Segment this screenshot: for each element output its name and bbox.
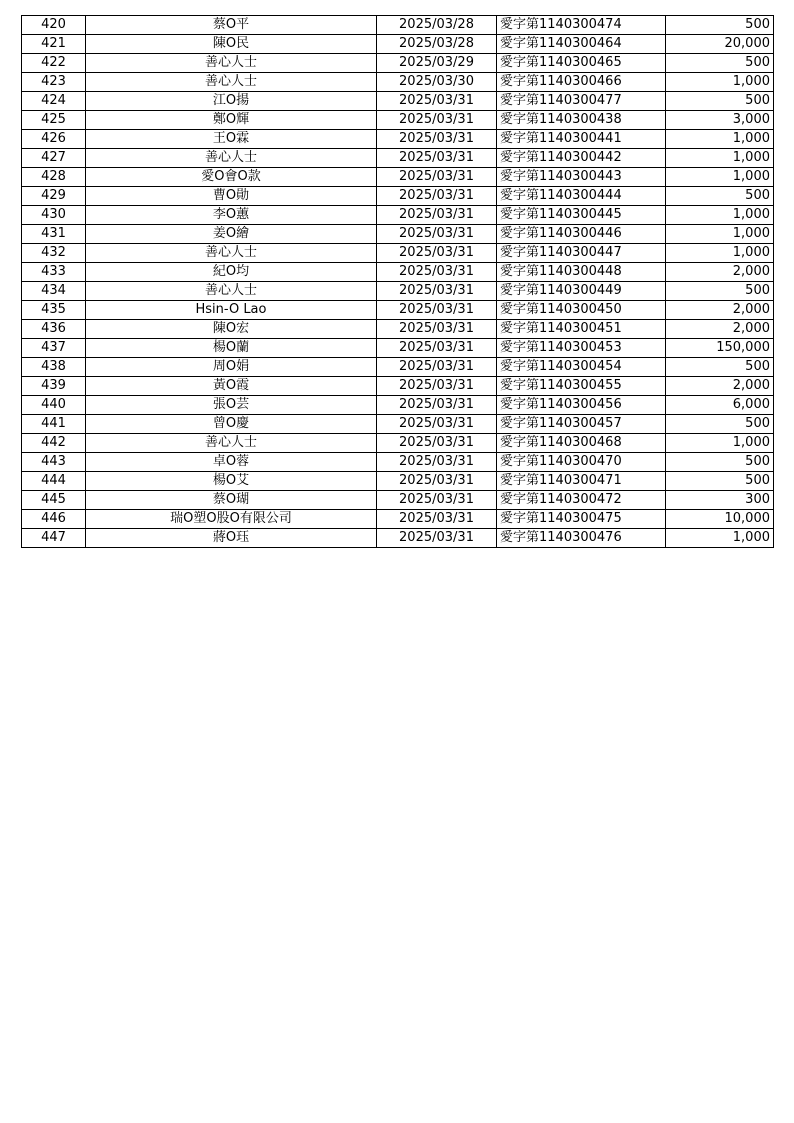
donation-amount-cell: 2,000	[666, 320, 774, 339]
donation-amount-cell: 500	[666, 92, 774, 111]
donor-name-cell: 善心人士	[86, 434, 377, 453]
donation-date-cell: 2025/03/28	[377, 35, 497, 54]
receipt-number-cell: 愛字第1140300471	[497, 472, 666, 491]
table-row	[22, 282, 774, 301]
donor-name-cell: 王O霖	[86, 130, 377, 149]
row-number-cell: 428	[22, 168, 86, 187]
row-number-cell: 420	[22, 16, 86, 35]
row-number-cell: 446	[22, 510, 86, 529]
receipt-number-cell: 愛字第1140300449	[497, 282, 666, 301]
row-number-cell: 431	[22, 225, 86, 244]
row-number-cell: 437	[22, 339, 86, 358]
row-number-cell: 422	[22, 54, 86, 73]
row-number-cell: 435	[22, 301, 86, 320]
donation-amount-cell: 2,000	[666, 263, 774, 282]
table-row	[22, 263, 774, 282]
row-number-cell: 444	[22, 472, 86, 491]
donation-amount-cell: 300	[666, 491, 774, 510]
donation-amount-cell: 1,000	[666, 244, 774, 263]
donation-date-cell: 2025/03/31	[377, 282, 497, 301]
donation-amount-cell: 500	[666, 358, 774, 377]
receipt-number-cell: 愛字第1140300450	[497, 301, 666, 320]
table-row	[22, 225, 774, 244]
row-number-cell: 421	[22, 35, 86, 54]
receipt-number-cell: 愛字第1140300477	[497, 92, 666, 111]
donor-name-cell: 鄭O輝	[86, 111, 377, 130]
row-number-cell: 439	[22, 377, 86, 396]
donation-date-cell: 2025/03/31	[377, 320, 497, 339]
table-row	[22, 149, 774, 168]
donor-name-cell: 李O蕙	[86, 206, 377, 225]
donation-date-cell: 2025/03/31	[377, 358, 497, 377]
receipt-number-cell: 愛字第1140300453	[497, 339, 666, 358]
receipt-number-cell: 愛字第1140300441	[497, 130, 666, 149]
donation-date-cell: 2025/03/29	[377, 54, 497, 73]
donation-amount-cell: 1,000	[666, 434, 774, 453]
table-row	[22, 54, 774, 73]
donation-amount-cell: 1,000	[666, 206, 774, 225]
row-number-cell: 436	[22, 320, 86, 339]
donor-name-cell: 善心人士	[86, 73, 377, 92]
donor-name-cell: 蔣O珏	[86, 529, 377, 548]
receipt-number-cell: 愛字第1140300476	[497, 529, 666, 548]
donor-name-cell: 楊O艾	[86, 472, 377, 491]
donation-date-cell: 2025/03/31	[377, 92, 497, 111]
donation-date-cell: 2025/03/31	[377, 263, 497, 282]
donation-amount-cell: 20,000	[666, 35, 774, 54]
donation-amount-cell: 1,000	[666, 168, 774, 187]
table-row	[22, 130, 774, 149]
donation-date-cell: 2025/03/31	[377, 529, 497, 548]
receipt-number-cell: 愛字第1140300438	[497, 111, 666, 130]
table-row	[22, 472, 774, 491]
donor-name-cell: 蔡O平	[86, 16, 377, 35]
row-number-cell: 429	[22, 187, 86, 206]
donor-name-cell: 黃O霞	[86, 377, 377, 396]
receipt-number-cell: 愛字第1140300470	[497, 453, 666, 472]
receipt-number-cell: 愛字第1140300474	[497, 16, 666, 35]
donor-name-cell: 姜O繪	[86, 225, 377, 244]
table-row	[22, 244, 774, 263]
donation-amount-cell: 1,000	[666, 149, 774, 168]
donor-name-cell: 楊O蘭	[86, 339, 377, 358]
row-number-cell: 434	[22, 282, 86, 301]
receipt-number-cell: 愛字第1140300475	[497, 510, 666, 529]
donation-amount-cell: 150,000	[666, 339, 774, 358]
donation-amount-cell: 6,000	[666, 396, 774, 415]
table-row	[22, 415, 774, 434]
table-row	[22, 320, 774, 339]
donation-date-cell: 2025/03/31	[377, 415, 497, 434]
donor-name-cell: 卓O蓉	[86, 453, 377, 472]
donation-amount-cell: 1,000	[666, 529, 774, 548]
donor-name-cell: 周O娟	[86, 358, 377, 377]
row-number-cell: 432	[22, 244, 86, 263]
donation-date-cell: 2025/03/31	[377, 301, 497, 320]
receipt-number-cell: 愛字第1140300451	[497, 320, 666, 339]
receipt-number-cell: 愛字第1140300454	[497, 358, 666, 377]
donation-date-cell: 2025/03/31	[377, 130, 497, 149]
donation-amount-cell: 10,000	[666, 510, 774, 529]
table-row	[22, 187, 774, 206]
donor-name-cell: 陳O宏	[86, 320, 377, 339]
donation-date-cell: 2025/03/31	[377, 491, 497, 510]
receipt-number-cell: 愛字第1140300446	[497, 225, 666, 244]
row-number-cell: 442	[22, 434, 86, 453]
receipt-number-cell: 愛字第1140300464	[497, 35, 666, 54]
donor-name-cell: 張O芸	[86, 396, 377, 415]
donation-date-cell: 2025/03/31	[377, 149, 497, 168]
row-number-cell: 447	[22, 529, 86, 548]
row-number-cell: 430	[22, 206, 86, 225]
row-number-cell: 433	[22, 263, 86, 282]
table-row	[22, 491, 774, 510]
donor-name-cell: 陳O民	[86, 35, 377, 54]
table-row	[22, 111, 774, 130]
donation-date-cell: 2025/03/31	[377, 472, 497, 491]
row-number-cell: 440	[22, 396, 86, 415]
receipt-number-cell: 愛字第1140300442	[497, 149, 666, 168]
row-number-cell: 441	[22, 415, 86, 434]
table-row	[22, 339, 774, 358]
donation-amount-cell: 1,000	[666, 73, 774, 92]
donation-date-cell: 2025/03/31	[377, 111, 497, 130]
donation-date-cell: 2025/03/31	[377, 206, 497, 225]
row-number-cell: 425	[22, 111, 86, 130]
document-page	[21, 15, 773, 548]
table-row	[22, 396, 774, 415]
row-number-cell: 424	[22, 92, 86, 111]
donation-date-cell: 2025/03/31	[377, 434, 497, 453]
donation-date-cell: 2025/03/31	[377, 396, 497, 415]
donation-date-cell: 2025/03/31	[377, 453, 497, 472]
receipt-number-cell: 愛字第1140300447	[497, 244, 666, 263]
donor-name-cell: 愛O會O款	[86, 168, 377, 187]
receipt-number-cell: 愛字第1140300465	[497, 54, 666, 73]
donation-amount-cell: 1,000	[666, 130, 774, 149]
donor-name-cell: 紀O均	[86, 263, 377, 282]
donation-date-cell: 2025/03/31	[377, 510, 497, 529]
donation-date-cell: 2025/03/28	[377, 16, 497, 35]
donor-name-cell: 江O揚	[86, 92, 377, 111]
donor-name-cell: 蔡O瑚	[86, 491, 377, 510]
receipt-number-cell: 愛字第1140300445	[497, 206, 666, 225]
row-number-cell: 443	[22, 453, 86, 472]
donor-name-cell: 曹O勛	[86, 187, 377, 206]
table-row	[22, 529, 774, 548]
table-row	[22, 206, 774, 225]
row-number-cell: 438	[22, 358, 86, 377]
table-row	[22, 453, 774, 472]
donor-name-cell: 善心人士	[86, 149, 377, 168]
table-row	[22, 377, 774, 396]
table-row	[22, 510, 774, 529]
row-number-cell: 426	[22, 130, 86, 149]
donation-amount-cell: 500	[666, 16, 774, 35]
donor-name-cell: 曾O慶	[86, 415, 377, 434]
table-row	[22, 73, 774, 92]
table-row	[22, 35, 774, 54]
donation-table-body	[22, 16, 774, 548]
donation-table	[21, 15, 774, 548]
table-row	[22, 434, 774, 453]
row-number-cell: 445	[22, 491, 86, 510]
donation-amount-cell: 2,000	[666, 377, 774, 396]
table-row	[22, 358, 774, 377]
row-number-cell: 427	[22, 149, 86, 168]
donation-amount-cell: 500	[666, 453, 774, 472]
donation-amount-cell: 500	[666, 54, 774, 73]
donation-date-cell: 2025/03/30	[377, 73, 497, 92]
donor-name-cell: 瑞O塑O股O有限公司	[86, 510, 377, 529]
receipt-number-cell: 愛字第1140300457	[497, 415, 666, 434]
receipt-number-cell: 愛字第1140300444	[497, 187, 666, 206]
donation-amount-cell: 500	[666, 282, 774, 301]
receipt-number-cell: 愛字第1140300455	[497, 377, 666, 396]
receipt-number-cell: 愛字第1140300456	[497, 396, 666, 415]
donation-amount-cell: 2,000	[666, 301, 774, 320]
donor-name-cell: 善心人士	[86, 54, 377, 73]
donation-amount-cell: 500	[666, 187, 774, 206]
donation-date-cell: 2025/03/31	[377, 187, 497, 206]
receipt-number-cell: 愛字第1140300443	[497, 168, 666, 187]
row-number-cell: 423	[22, 73, 86, 92]
table-row	[22, 16, 774, 35]
table-row	[22, 301, 774, 320]
donor-name-cell: 善心人士	[86, 282, 377, 301]
donation-date-cell: 2025/03/31	[377, 168, 497, 187]
donation-date-cell: 2025/03/31	[377, 225, 497, 244]
donor-name-cell: Hsin-O Lao	[86, 301, 377, 320]
receipt-number-cell: 愛字第1140300472	[497, 491, 666, 510]
donation-date-cell: 2025/03/31	[377, 377, 497, 396]
donation-amount-cell: 500	[666, 415, 774, 434]
receipt-number-cell: 愛字第1140300466	[497, 73, 666, 92]
donation-date-cell: 2025/03/31	[377, 244, 497, 263]
donation-date-cell: 2025/03/31	[377, 339, 497, 358]
donation-amount-cell: 3,000	[666, 111, 774, 130]
donation-amount-cell: 1,000	[666, 225, 774, 244]
table-row	[22, 168, 774, 187]
donation-amount-cell: 500	[666, 472, 774, 491]
donor-name-cell: 善心人士	[86, 244, 377, 263]
table-row	[22, 92, 774, 111]
receipt-number-cell: 愛字第1140300448	[497, 263, 666, 282]
receipt-number-cell: 愛字第1140300468	[497, 434, 666, 453]
